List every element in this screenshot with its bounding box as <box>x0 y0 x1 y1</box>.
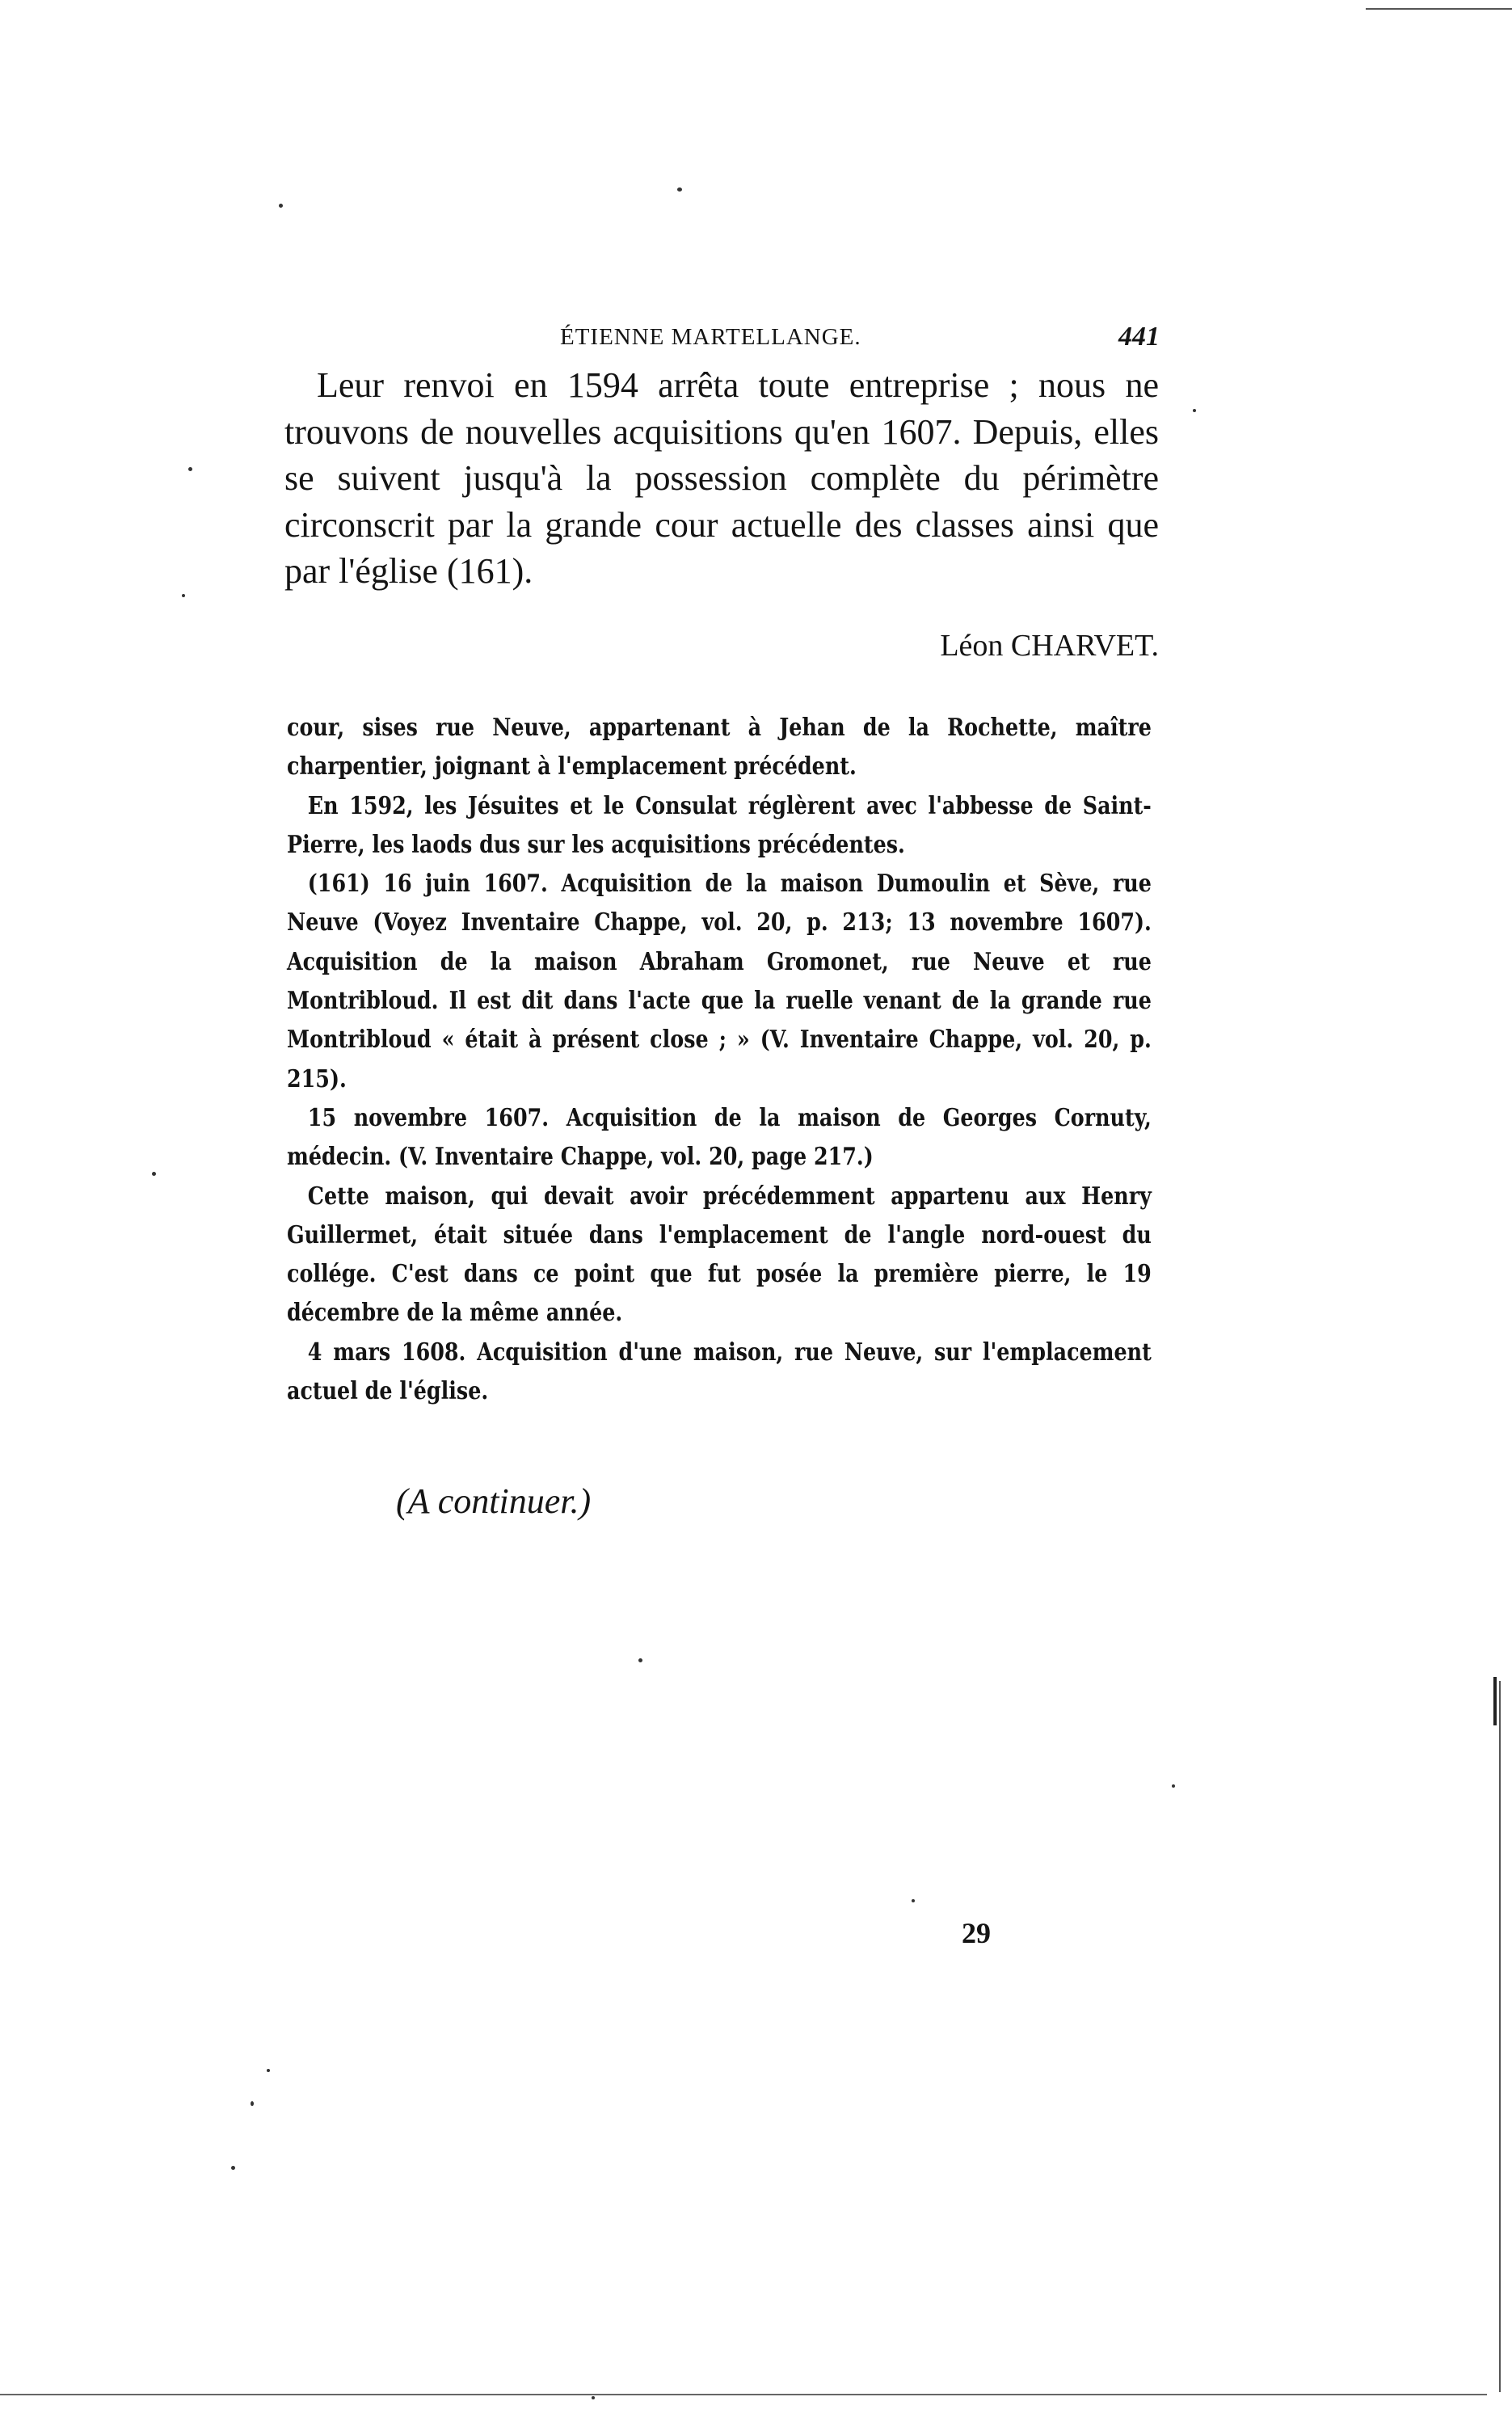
scan-edge-top <box>1366 8 1512 10</box>
footnote-paragraph: (161) 16 juin 1607. Acquisition de la maison Dumoulin et Sève, rue Neuve (Voyez Inventaire Chappe, vol. 20, p. 213; 13 novembre 1607). Acquisition de la maison Abraham Gromonet, rue Neuve et rue Montribloud. Il est dit dans l'acte que la ruelle venant de la grande rue Montribloud « était à présent close ; » (V. Inventaire Chappe, vol. 20, p. 215). <box>287 869 1152 1093</box>
scan-speck <box>638 1658 642 1662</box>
footnote-paragraph: Cette maison, qui devait avoir précédemment appartenu aux Henry Guillermet, était située dans l'emplacement de l'angle nord-ouest du collége. C'est dans ce point que fut posée la première pierre, le 19 décembre de la même année. <box>287 1181 1152 1327</box>
to-be-continued: (A continuer.) <box>396 1481 592 1521</box>
scan-edge-bottom <box>0 2394 1487 2395</box>
scan-speck <box>188 467 192 471</box>
scan-speck <box>231 2166 235 2170</box>
scan-edge-right <box>1499 1681 1501 2392</box>
footnote-paragraph: cour, sises rue Neuve, appartenant à Jehan de la Rochette, maître charpentier, joignant à l'emplacement précédent. <box>287 713 1152 781</box>
scan-speck <box>182 594 185 597</box>
running-head <box>279 319 1160 355</box>
scan-edge-mark <box>1493 1677 1497 1725</box>
scan-speck <box>152 1172 156 1176</box>
scan-speck <box>1172 1784 1175 1788</box>
scan-speck <box>1193 409 1196 412</box>
scan-speck <box>251 2101 254 2106</box>
scan-speck <box>912 1899 915 1902</box>
scan-speck <box>267 2069 270 2072</box>
running-title: ÉTIENNE MARTELLANGE. <box>560 324 861 350</box>
running-page-number: 441 <box>1118 322 1160 352</box>
footnote-paragraph: 4 mars 1608. Acquisition d'une maison, rue Neuve, sur l'emplacement actuel de l'église. <box>287 1337 1152 1405</box>
author-signature: Léon CHARVET. <box>940 629 1159 663</box>
footnote-paragraph: En 1592, les Jésuites et le Consulat réglèrent avec l'abbesse de Saint-Pierre, les laods dus sur les acquisitions précédentes. <box>287 790 1152 858</box>
footnote-paragraph: 15 novembre 1607. Acquisition de la maison de Georges Cornuty, médecin. (V. Inventaire Chappe, vol. 20, page 217.) <box>287 1102 1152 1171</box>
scan-speck <box>592 2396 595 2399</box>
body-paragraph: Leur renvoi en 1594 arrêta toute entreprise ; nous ne trouvons de nouvelles acquisitions qu'en 1607. Depuis, elles se suivent jusqu'à la possession complète du périmètre circonscrit par la grande cour actuelle des classes ainsi que par l'église (161). <box>284 365 1159 591</box>
scan-speck <box>677 187 682 192</box>
scan-speck <box>279 204 283 208</box>
footnotes <box>287 708 1152 1410</box>
folio-number: 29 <box>962 1917 991 1949</box>
